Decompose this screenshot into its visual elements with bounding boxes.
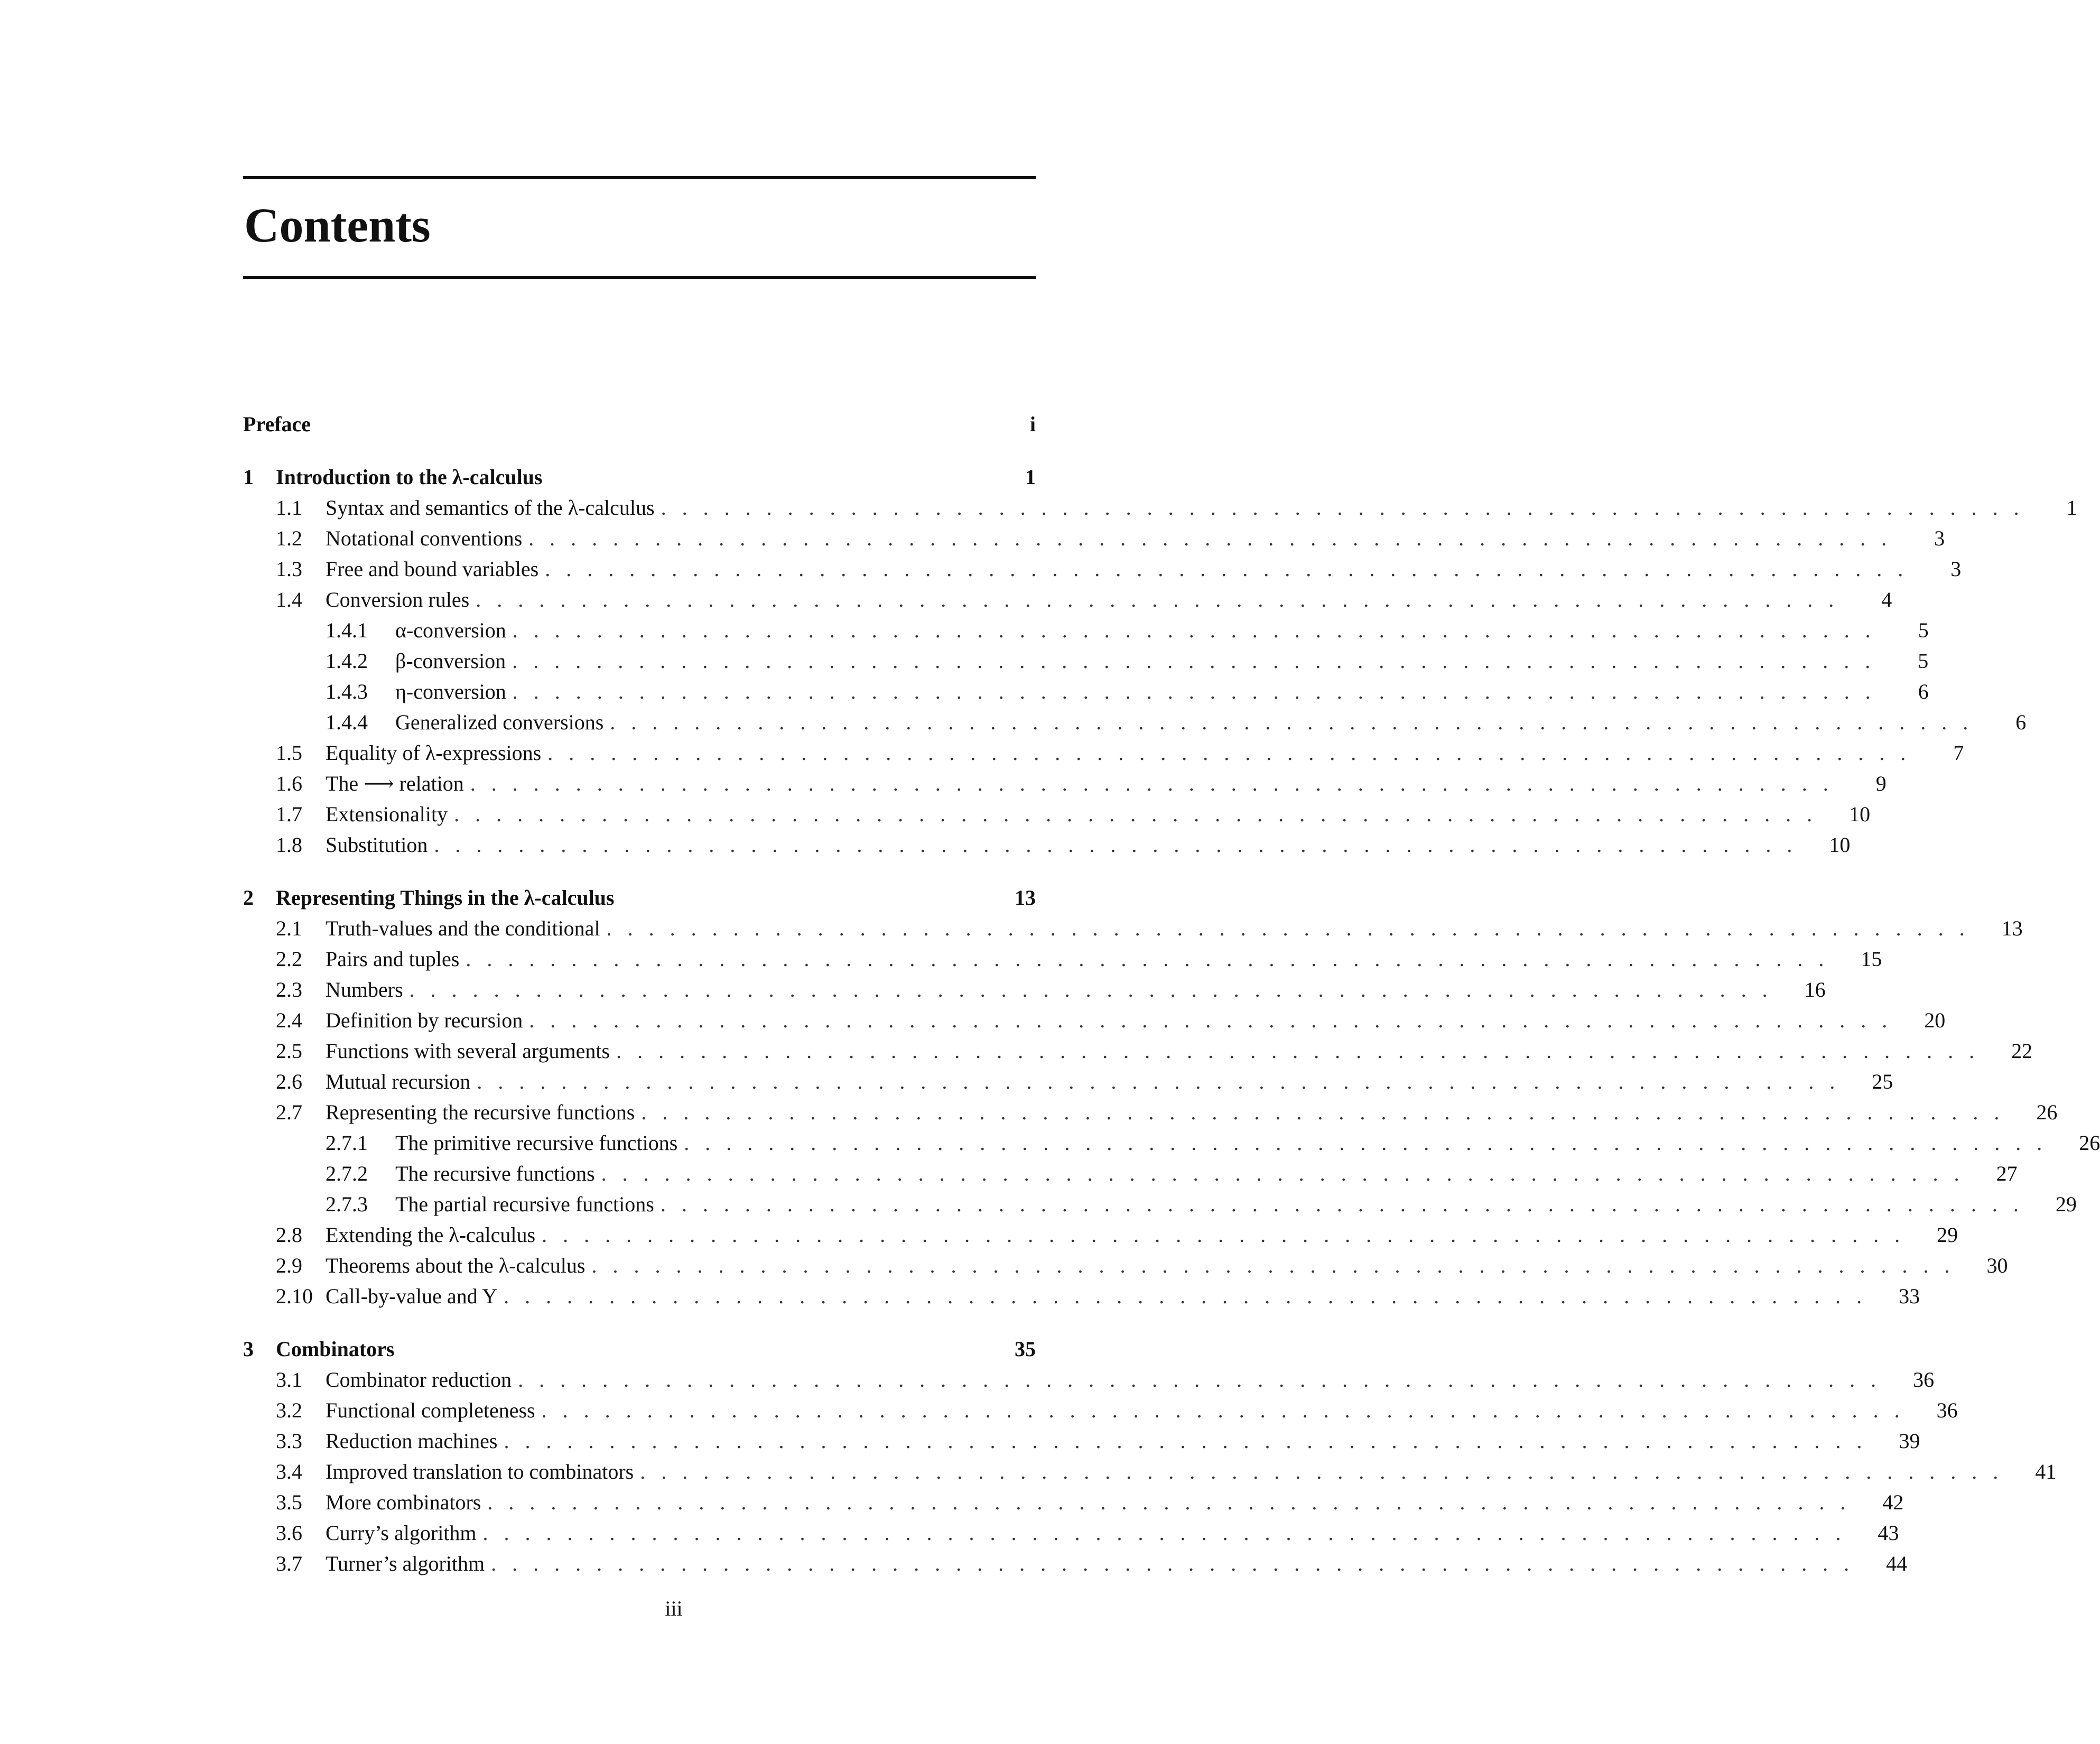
dot-leader: . . . . . . . . . . . . . . . . . . . . . . . . . . . . . . . . . . . . . . . . . . . . . . . . . . . . . . . . . . . . . . . . .: [454, 802, 1818, 826]
toc-entry-page: 6: [2015, 710, 2027, 734]
toc-entry-section[interactable]: [243, 913, 2023, 944]
toc-entry-page: 33: [1899, 1284, 1920, 1308]
toc-entry-section[interactable]: [243, 1005, 1946, 1036]
toc-entry-page: 27: [1996, 1162, 2018, 1185]
toc-entry-section[interactable]: [243, 768, 1887, 799]
toc-entry-page: 42: [1882, 1490, 1904, 1514]
dot-leader: . . . . . . . . . . . . . . . . . . . . . . . . . . . . . . . . . . . . . . . . . . . . . . . . . . . . . . . . . . . . . . . . .: [684, 1131, 2048, 1155]
toc-entry-page: 4: [1881, 588, 1892, 611]
toc-entry-section[interactable]: [243, 585, 1892, 615]
dot-leader: . . . . . . . . . . . . . . . . . . . . . . . . . . . . . . . . . . . . . . . . . . . . . . . . . . . . . . . . . . . . . . . . .: [512, 618, 1876, 642]
toc-entry-number: 2.1: [276, 916, 302, 940]
toc-entry-page: 3: [1934, 526, 1945, 550]
toc-entry-number: 2.9: [276, 1254, 302, 1277]
dot-leader: . . . . . . . . . . . . . . . . . . . . . . . . . . . . . . . . . . . . . . . . . . . . . . . . . . . . . . . . . . . . . . . . .: [504, 1284, 1867, 1308]
toc-entry-number: 1.5: [276, 741, 302, 765]
toc-entry-page: 39: [1899, 1429, 1920, 1453]
dot-leader: . . . . . . . . . . . . . . . . . . . . . . . . . . . . . . . . . . . . . . . . . . . . . . . . . . . . . . . . . . . . . . . . .: [487, 1490, 1851, 1514]
dot-leader: . . . . . . . . . . . . . . . . . . . . . . . . . . . . . . . . . . . . . . . . . . . . . . . . . . . . . . . . . . . . . . . . .: [466, 947, 1829, 971]
toc-entry-section[interactable]: [243, 1066, 1893, 1097]
toc-entry-title: Preface: [243, 412, 311, 436]
toc-entry-title: Syntax and semantics of the λ-calculus: [326, 496, 655, 520]
toc-entry-number: 2.4: [276, 1008, 302, 1032]
toc-entry-title: The partial recursive functions: [395, 1192, 654, 1216]
dot-leader: . . . . . . . . . . . . . . . . . . . . . . . . . . . . . . . . . . . . . . . . . . . . . . . . . . . . . . . . . . . . . . . . .: [504, 1429, 1867, 1453]
dot-leader: . . . . . . . . . . . . . . . . . . . . . . . . . . . . . . . . . . . . . . . . . . . . . . . . . . . . . . . . . . . . . . . . .: [512, 680, 1876, 703]
toc-entry-title: Truth-values and the conditional: [326, 916, 600, 940]
toc-entry-page: 29: [2055, 1192, 2077, 1216]
toc-entry-section[interactable]: [243, 944, 1882, 975]
toc-entry-page: 13: [2001, 916, 2023, 940]
toc-entry-number: 1.3: [276, 557, 302, 581]
toc-entry-section[interactable]: [243, 1518, 1899, 1548]
toc-entry-number: 2: [243, 886, 254, 910]
toc-entry-title: Representing Things in the λ-calculus: [276, 886, 615, 910]
toc-entry-number: 1.6: [276, 772, 302, 795]
dot-leader: . . . . . . . . . . . . . . . . . . . . . . . . . . . . . . . . . . . . . . . . . . . . . . . . . . . . . . . . . . . . . . . . .: [491, 1552, 1855, 1575]
toc-entry-number: 3: [243, 1337, 254, 1361]
toc-entry-number: 1.4.1: [326, 618, 368, 642]
dot-leader: . . . . . . . . . . . . . . . . . . . . . . . . . . . . . . . . . . . . . . . . . . . . . . . . . . . . . . . . . . . . . . . . .: [591, 1254, 1955, 1277]
toc-entry-number: 3.3: [276, 1429, 302, 1453]
dot-leader: . . . . . . . . . . . . . . . . . . . . . . . . . . . . . . . . . . . . . . . . . . . . . . . . . . . . . . . . . . . . . . . . .: [545, 557, 1909, 581]
toc-entry-title: Pairs and tuples: [326, 947, 460, 971]
dot-leader: . . . . . . . . . . . . . . . . . . . . . . . . . . . . . . . . . . . . . . . . . . . . . . . . . . . . . . . . . . . . . . . . .: [606, 916, 1970, 940]
toc-entry-page: 16: [1804, 978, 1826, 1001]
toc-entry-page: 10: [1829, 833, 1851, 857]
toc-entry-section[interactable]: [243, 1097, 2058, 1128]
toc-entry-title: Substitution: [326, 833, 428, 857]
table-of-contents: [243, 409, 2100, 1579]
toc-entry-number: 2.5: [276, 1039, 302, 1063]
toc-entry-number: 2.10: [276, 1284, 313, 1308]
toc-entry-section[interactable]: [243, 1426, 1920, 1457]
dot-leader: . . . . . . . . . . . . . . . . . . . . . . . . . . . . . . . . . . . . . . . . . . . . . . . . . . . . . . . . . . . . . . . . .: [434, 833, 1798, 857]
dot-leader: . . . . . . . . . . . . . . . . . . . . . . . . . . . . . . . . . . . . . . . . . . . . . . . . . . . . . . . . . . . . . . . . .: [477, 1070, 1841, 1093]
toc-entry-page: 3: [1950, 557, 1962, 581]
toc-entry-section[interactable]: [243, 554, 1962, 585]
toc-entry-page: i: [1029, 412, 1036, 436]
toc-entry-number: 2.7.3: [326, 1192, 368, 1216]
toc-entry-number: 2.8: [276, 1223, 302, 1247]
dot-leader: . . . . . . . . . . . . . . . . . . . . . . . . . . . . . . . . . . . . . . . . . . . . . . . . . . . . . . . . . . . . . . . . .: [641, 1100, 2005, 1124]
toc-entry-chapter[interactable]: [243, 883, 1036, 913]
toc-entry-page: 25: [1872, 1070, 1893, 1093]
toc-entry-title: Definition by recursion: [326, 1008, 523, 1032]
toc-entry-number: 1.4.3: [326, 680, 368, 703]
dot-leader: . . . . . . . . . . . . . . . . . . . . . . . . . . . . . . . . . . . . . . . . . . . . . . . . . . . . . . . . . . . . . . . . .: [542, 1223, 1906, 1247]
toc-entry-title: Notational conventions: [326, 526, 523, 550]
toc-entry-page: 15: [1861, 947, 1882, 971]
toc-entry-chapter[interactable]: [243, 1334, 1036, 1365]
toc-entry-title: The primitive recursive functions: [395, 1131, 678, 1155]
toc-entry-page: 13: [1015, 886, 1036, 910]
toc-entry-section[interactable]: [243, 1487, 1904, 1518]
toc-entry-title: β-conversion: [395, 649, 506, 673]
toc-entry-number: 2.7.2: [326, 1162, 368, 1185]
toc-entry-number: 3.2: [276, 1398, 302, 1422]
toc-entry-page: 30: [1986, 1254, 2008, 1277]
toc-entry-chapter[interactable]: [243, 409, 1036, 440]
toc-entry-title: Improved translation to combinators: [326, 1460, 634, 1483]
toc-entry-title: Curry’s algorithm: [326, 1521, 477, 1545]
toc-entry-title: Combinator reduction: [326, 1368, 512, 1392]
toc-entry-title: More combinators: [326, 1490, 481, 1514]
toc-entry-number: 3.6: [276, 1521, 302, 1545]
dot-leader: . . . . . . . . . . . . . . . . . . . . . . . . . . . . . . . . . . . . . . . . . . . . . . . . . . . . . . . . . . . . . . . . .: [661, 496, 2024, 520]
toc-entry-page: 36: [1936, 1398, 1958, 1422]
toc-entry-page: 29: [1937, 1223, 1958, 1247]
toc-entry-number: 2.7: [276, 1100, 302, 1124]
toc-entry-title: Reduction machines: [326, 1429, 498, 1453]
dot-leader: . . . . . . . . . . . . . . . . . . . . . . . . . . . . . . . . . . . . . . . . . . . . . . . . . . . . . . . . . . . . . . . . .: [547, 741, 1911, 765]
toc-entry-section[interactable]: [243, 1250, 2008, 1281]
toc-entry-section[interactable]: [243, 830, 1851, 860]
toc-entry-title: Combinators: [276, 1337, 395, 1361]
toc-entry-title: The recursive functions: [395, 1162, 595, 1185]
toc-entry-title: Generalized conversions: [395, 710, 604, 734]
toc-entry-number: 1.8: [276, 833, 302, 857]
toc-entry-section[interactable]: [243, 1457, 2057, 1487]
toc-entry-page: 26: [2036, 1100, 2058, 1124]
toc-entry-title: Numbers: [326, 978, 403, 1001]
toc-entry-number: 1.4: [276, 588, 302, 611]
toc-entry-title: Extensionality: [326, 802, 448, 826]
dot-leader: . . . . . . . . . . . . . . . . . . . . . . . . . . . . . . . . . . . . . . . . . . . . . . . . . . . . . . . . . . . . . . . . .: [610, 710, 1974, 734]
toc-entry-title: Functional completeness: [326, 1398, 535, 1422]
toc-entry-section[interactable]: [243, 493, 2077, 523]
toc-entry-page: 44: [1886, 1552, 1908, 1575]
toc-entry-page: 26: [2079, 1131, 2100, 1155]
toc-entry-subsection[interactable]: [243, 1158, 2018, 1189]
toc-entry-title: Introduction to the λ-calculus: [276, 465, 543, 489]
toc-entry-title: The ⟶ relation: [326, 772, 464, 795]
toc-entry-section[interactable]: [243, 1220, 1958, 1250]
toc-entry-page: 5: [1918, 649, 1929, 673]
page-number-footer: iii: [665, 1597, 683, 1620]
toc-entry-number: 1.7: [276, 802, 302, 826]
toc-entry-page: 35: [1015, 1337, 1036, 1361]
toc-entry-title: Representing the recursive functions: [326, 1100, 635, 1124]
toc-entry-page: 22: [2011, 1039, 2033, 1063]
toc-entry-title: Free and bound variables: [326, 557, 539, 581]
toc-entry-title: Mutual recursion: [326, 1070, 471, 1093]
toc-entry-page: 10: [1849, 802, 1871, 826]
toc-entry-title: Conversion rules: [326, 588, 470, 611]
toc-entry-section[interactable]: [243, 523, 1945, 554]
dot-leader: . . . . . . . . . . . . . . . . . . . . . . . . . . . . . . . . . . . . . . . . . . . . . . . . . . . . . . . . . . . . . . . . .: [660, 1192, 2024, 1216]
toc-entry-title: α-conversion: [395, 618, 506, 642]
toc-entry-page: 7: [1953, 741, 1964, 765]
toc-entry-number: 3.5: [276, 1490, 302, 1514]
toc-entry-number: 1: [243, 465, 254, 489]
dot-leader: . . . . . . . . . . . . . . . . . . . . . . . . . . . . . . . . . . . . . . . . . . . . . . . . . . . . . . . . . . . . . . . . .: [541, 1398, 1905, 1422]
toc-entry-number: 1.4.4: [326, 710, 368, 734]
toc-entry-page: 6: [1918, 680, 1929, 703]
toc-entry-page: 36: [1913, 1368, 1935, 1392]
toc-entry-section[interactable]: [243, 1281, 1920, 1312]
dot-leader: . . . . . . . . . . . . . . . . . . . . . . . . . . . . . . . . . . . . . . . . . . . . . . . . . . . . . . . . . . . . . . . . .: [528, 526, 1892, 550]
toc-entry-subsection[interactable]: [243, 676, 1929, 707]
toc-entry-page: 41: [2035, 1460, 2057, 1483]
top-rule: [243, 176, 1036, 179]
dot-leader: . . . . . . . . . . . . . . . . . . . . . . . . . . . . . . . . . . . . . . . . . . . . . . . . . . . . . . . . . . . . . . . . .: [601, 1162, 1965, 1185]
toc-entry-subsection[interactable]: [243, 1189, 2077, 1220]
toc-entry-number: 3.4: [276, 1460, 302, 1483]
toc-entry-title: Equality of λ-expressions: [326, 741, 542, 765]
dot-leader: . . . . . . . . . . . . . . . . . . . . . . . . . . . . . . . . . . . . . . . . . . . . . . . . . . . . . . . . . . . . . . . . .: [529, 1008, 1893, 1032]
toc-entry-section[interactable]: [243, 1036, 2033, 1066]
toc-entry-section[interactable]: [243, 1365, 1935, 1395]
dot-leader: . . . . . . . . . . . . . . . . . . . . . . . . . . . . . . . . . . . . . . . . . . . . . . . . . . . . . . . . . . . . . . . . .: [518, 1368, 1882, 1392]
toc-entry-section[interactable]: [243, 975, 1826, 1005]
toc-entry-page: 1: [2066, 496, 2077, 520]
toc-entry-title: Functions with several arguments: [326, 1039, 610, 1063]
dot-leader: . . . . . . . . . . . . . . . . . . . . . . . . . . . . . . . . . . . . . . . . . . . . . . . . . . . . . . . . . . . . . . . . .: [476, 588, 1839, 611]
page-title: Contents: [244, 198, 431, 252]
toc-entry-number: 2.6: [276, 1070, 302, 1093]
dot-leader: . . . . . . . . . . . . . . . . . . . . . . . . . . . . . . . . . . . . . . . . . . . . . . . . . . . . . . . . . . . . . . . . .: [640, 1460, 2004, 1483]
toc-entry-number: 3.1: [276, 1368, 302, 1392]
toc-entry-title: Theorems about the λ-calculus: [326, 1254, 586, 1277]
toc-entry-subsection[interactable]: [243, 646, 1929, 676]
toc-entry-title: η-conversion: [395, 680, 506, 703]
toc-entry-number: 1.4.2: [326, 649, 368, 673]
toc-entry-number: 2.3: [276, 978, 302, 1001]
toc-entry-page: 1: [1025, 465, 1036, 489]
toc-entry-number: 2.7.1: [326, 1131, 368, 1155]
dot-leader: . . . . . . . . . . . . . . . . . . . . . . . . . . . . . . . . . . . . . . . . . . . . . . . . . . . . . . . . . . . . . . . . .: [482, 1521, 1846, 1545]
toc-entry-page: 43: [1878, 1521, 1899, 1545]
toc-entry-page: 20: [1924, 1008, 1946, 1032]
toc-entry-number: 2.2: [276, 947, 302, 971]
toc-entry-title: Turner’s algorithm: [326, 1552, 485, 1575]
toc-entry-section[interactable]: [243, 799, 1871, 830]
toc-entry-subsection[interactable]: [243, 615, 1929, 646]
toc-entry-number: 1.1: [276, 496, 302, 520]
toc-entry-subsection[interactable]: [243, 707, 2027, 738]
toc-entry-number: 3.7: [276, 1552, 302, 1575]
toc-entry-page: 9: [1875, 772, 1887, 795]
toc-entry-page: 5: [1918, 618, 1929, 642]
toc-entry-subsection[interactable]: [243, 1128, 2100, 1158]
toc-entry-section[interactable]: [243, 1395, 1958, 1426]
toc-entry-number: 1.2: [276, 526, 302, 550]
toc-entry-title: Extending the λ-calculus: [326, 1223, 536, 1247]
dot-leader: . . . . . . . . . . . . . . . . . . . . . . . . . . . . . . . . . . . . . . . . . . . . . . . . . . . . . . . . . . . . . . . . .: [512, 649, 1876, 673]
dot-leader: . . . . . . . . . . . . . . . . . . . . . . . . . . . . . . . . . . . . . . . . . . . . . . . . . . . . . . . . . . . . . . . . .: [616, 1039, 1980, 1063]
bottom-rule: [243, 276, 1036, 279]
toc-entry-section[interactable]: [243, 1548, 1908, 1579]
toc-entry-title: Call-by-value and Y: [326, 1284, 498, 1308]
dot-leader: . . . . . . . . . . . . . . . . . . . . . . . . . . . . . . . . . . . . . . . . . . . . . . . . . . . . . . . . . . . . . . . . .: [470, 772, 1834, 795]
dot-leader: . . . . . . . . . . . . . . . . . . . . . . . . . . . . . . . . . . . . . . . . . . . . . . . . . . . . . . . . . . . . . . . . .: [409, 978, 1773, 1001]
toc-entry-section[interactable]: [243, 738, 1964, 768]
toc-entry-chapter[interactable]: [243, 462, 1036, 493]
